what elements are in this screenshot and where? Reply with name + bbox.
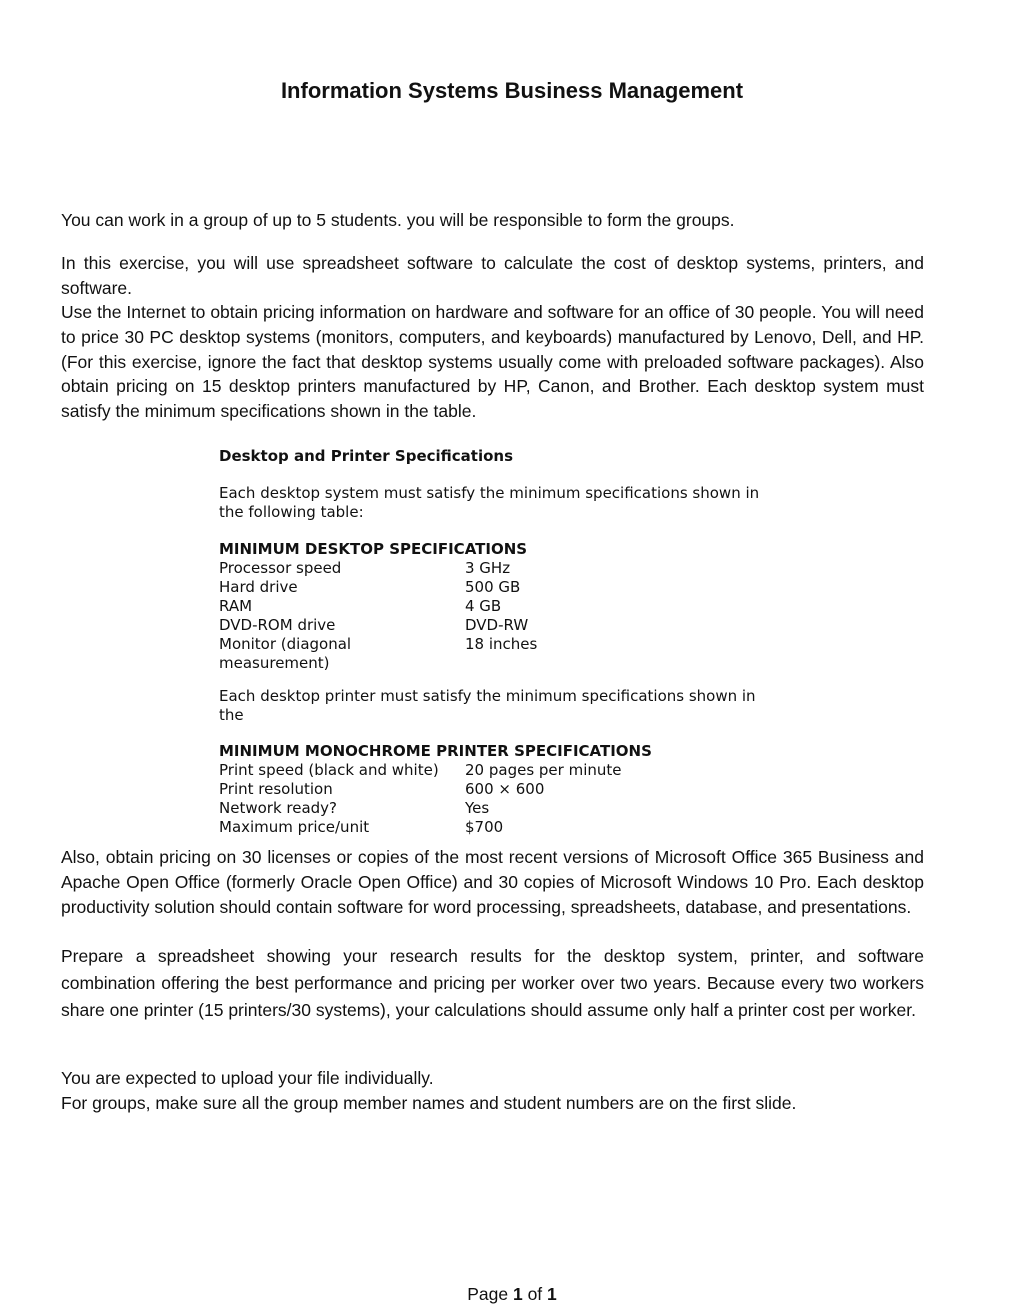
page-current-number: 1: [512, 1284, 523, 1304]
document-title: Information Systems Business Management: [280, 78, 744, 103]
spec-value: 600 × 600: [465, 780, 545, 798]
paragraph-group-work: You can work in a group of up to 5 students. you will be responsible to form the groups.: [61, 210, 735, 230]
spec-value: 3 GHz: [465, 559, 511, 577]
paragraph-exercise-intro: In this exercise, you will use spreadsheet software to calculate the cost of desktop systems, printers, and software.: [61, 253, 924, 298]
spec-label: Hard drive: [219, 578, 298, 596]
spec-value: 4 GB: [465, 597, 502, 615]
table-row: [219, 635, 537, 673]
spec-value: DVD-RW: [465, 616, 529, 634]
printer-spec-intro: Each desktop printer must satisfy the minimum specifications shown in the: [219, 687, 756, 724]
paragraph-hardware-pricing: Use the Internet to obtain pricing information on hardware and software for an office of 30 people. You will need to price 30 PC desktop systems (monitors, computers, and keyboards) manufactured by Lenovo, Dell, and HP. (For this exercise, ignore the fact that desktop systems usually come with preloaded software packages). Also obtain pricing on 15 desktop printers manufactured by HP, Canon, and Brother. Each desktop system must satisfy the minimum specifications shown in the table.: [61, 302, 924, 422]
table-row: [219, 559, 537, 578]
spec-value: 18 inches: [465, 635, 538, 653]
spec-label: Monitor (diagonal measurement): [219, 635, 352, 672]
spec-value: $700: [465, 818, 504, 836]
spec-label: DVD-ROM drive: [219, 616, 336, 634]
table-row: [219, 597, 537, 616]
spec-label: Print speed (black and white): [219, 761, 439, 779]
page-footer: [0, 1284, 1024, 1305]
spec-value: 500 GB: [465, 578, 521, 596]
spec-heading: Desktop and Printer Specifications: [219, 447, 514, 465]
paragraph-software-pricing: Also, obtain pricing on 30 licenses or copies of the most recent versions of Microsoft Office 365 Business and Apache Open Office (formerly Oracle Open Office) and 30 copies of Microsoft Windows 10 Pro. Each desktop productivity solution should contain software for word processing, spreadsheets, database, and presentations.: [61, 847, 924, 917]
table-row: [219, 616, 537, 635]
paragraph-spreadsheet-task: Prepare a spreadsheet showing your research results for the desktop system, printer, and software combination offering the best performance and pricing per worker over two years. Because every two workers share one printer (15 printers/30 systems), your calculations should assume only half a printer cost per worker.: [61, 946, 924, 1020]
desktop-spec-table-title: MINIMUM DESKTOP SPECIFICATIONS: [219, 540, 528, 558]
table-row: [219, 799, 622, 818]
table-row: [219, 761, 622, 780]
page-word: Page: [467, 1284, 509, 1304]
spec-value: 20 pages per minute: [465, 761, 622, 779]
spec-label: Maximum price/unit: [219, 818, 370, 836]
printer-spec-table: [219, 761, 622, 837]
paragraph-group-instructions: For groups, make sure all the group member names and student numbers are on the first slide.: [61, 1093, 797, 1113]
desktop-spec-intro: Each desktop system must satisfy the minimum specifications shown in the following table:: [219, 484, 760, 521]
table-row: [219, 818, 622, 837]
printer-spec-table-title: MINIMUM MONOCHROME PRINTER SPECIFICATIONS: [219, 742, 652, 760]
page-total-number: 1: [547, 1284, 557, 1304]
paragraph-upload-instructions: You are expected to upload your file individually.: [61, 1068, 434, 1088]
specifications-box: [219, 446, 779, 837]
spec-label: RAM: [219, 597, 253, 615]
table-row: [219, 578, 537, 597]
of-word: of: [527, 1284, 543, 1304]
table-row: [219, 780, 622, 799]
spec-value: Yes: [465, 799, 490, 817]
desktop-spec-table: [219, 559, 537, 673]
spec-label: Processor speed: [219, 559, 342, 577]
spec-label: Print resolution: [219, 780, 333, 798]
spec-label: Network ready?: [219, 799, 338, 817]
